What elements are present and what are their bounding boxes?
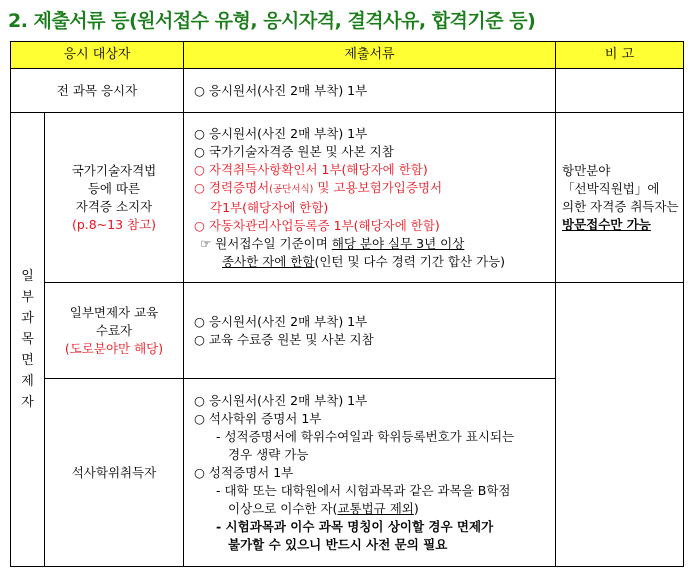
- table-row: [11, 283, 684, 379]
- remark-empty: [556, 283, 684, 567]
- target-all-subjects: 전 과목 응시자: [11, 69, 184, 113]
- doc-education: ○ 응시원서(사진 2매 부착) 1부 ○ 교육 수료증 원본 및 사본 지참: [184, 283, 556, 379]
- doc-all-subjects: ○ 응시원서(사진 2매 부착) 1부: [184, 69, 556, 113]
- header-target: 응시 대상자: [11, 42, 184, 69]
- target-cert-holder: 국가기술자격법 등에 따른 자격증 소지자 (p.8~13 참고): [45, 113, 184, 283]
- table-header-row: [11, 42, 684, 69]
- target-education: 일부면제자 교육 수료자 (도로분야만 해당): [45, 283, 184, 379]
- target-master: 석사학위취득자: [45, 379, 184, 567]
- table-row: [11, 113, 684, 283]
- doc-cert-holder: ○ 응시원서(사진 2매 부착) 1부 ○ 국가기술자격증 원본 및 사본 지참 ○ 자격취득사항확인서 1부(해당자에 한함) ○ 경력증명서(공단서식) 및 고용보험가입증명서 각1부(해당자에 한함) ○ 자동차관리사업등록증 1부(해당자에 한함) ☞ 원서접수일 기준이며 해당 분야 실무 3년 이상 종사한 자에 한함(인턴 및 다수 경력 기간 합산 가능): [184, 113, 556, 283]
- header-remarks: 비 고: [556, 42, 684, 69]
- doc-master: ○ 응시원서(사진 2매 부착) 1부 ○ 석사학위 증명서 1부 - 성적증명서에 학위수여일과 학위등록번호가 표시되는 경우 생략 가능 ○ 성적증명서 1부 - 대학 또는 대학원에서 시험과목과 같은 과목을 B학점 이상으로 이수한 자(교통법규 제외) - 시험과목과 이수 과목 명칭이 상이할 경우 면제가 불가할 수 있으니 반드시 사전 문의 필요: [184, 379, 556, 567]
- table-row: [11, 69, 684, 113]
- header-documents: 제출서류: [184, 42, 556, 69]
- partial-exempt-label: 일 부 과 목 면 제 자: [11, 113, 45, 567]
- remark-port: 항만분야 「선박직원법」에 의한 자격증 취득자는 방문접수만 가능: [556, 113, 684, 283]
- page-title: 2. 제출서류 등(원서접수 유형, 응시자격, 결격사유, 합격기준 등): [8, 10, 536, 32]
- documents-table: [10, 41, 684, 567]
- remark-empty: [556, 69, 684, 113]
